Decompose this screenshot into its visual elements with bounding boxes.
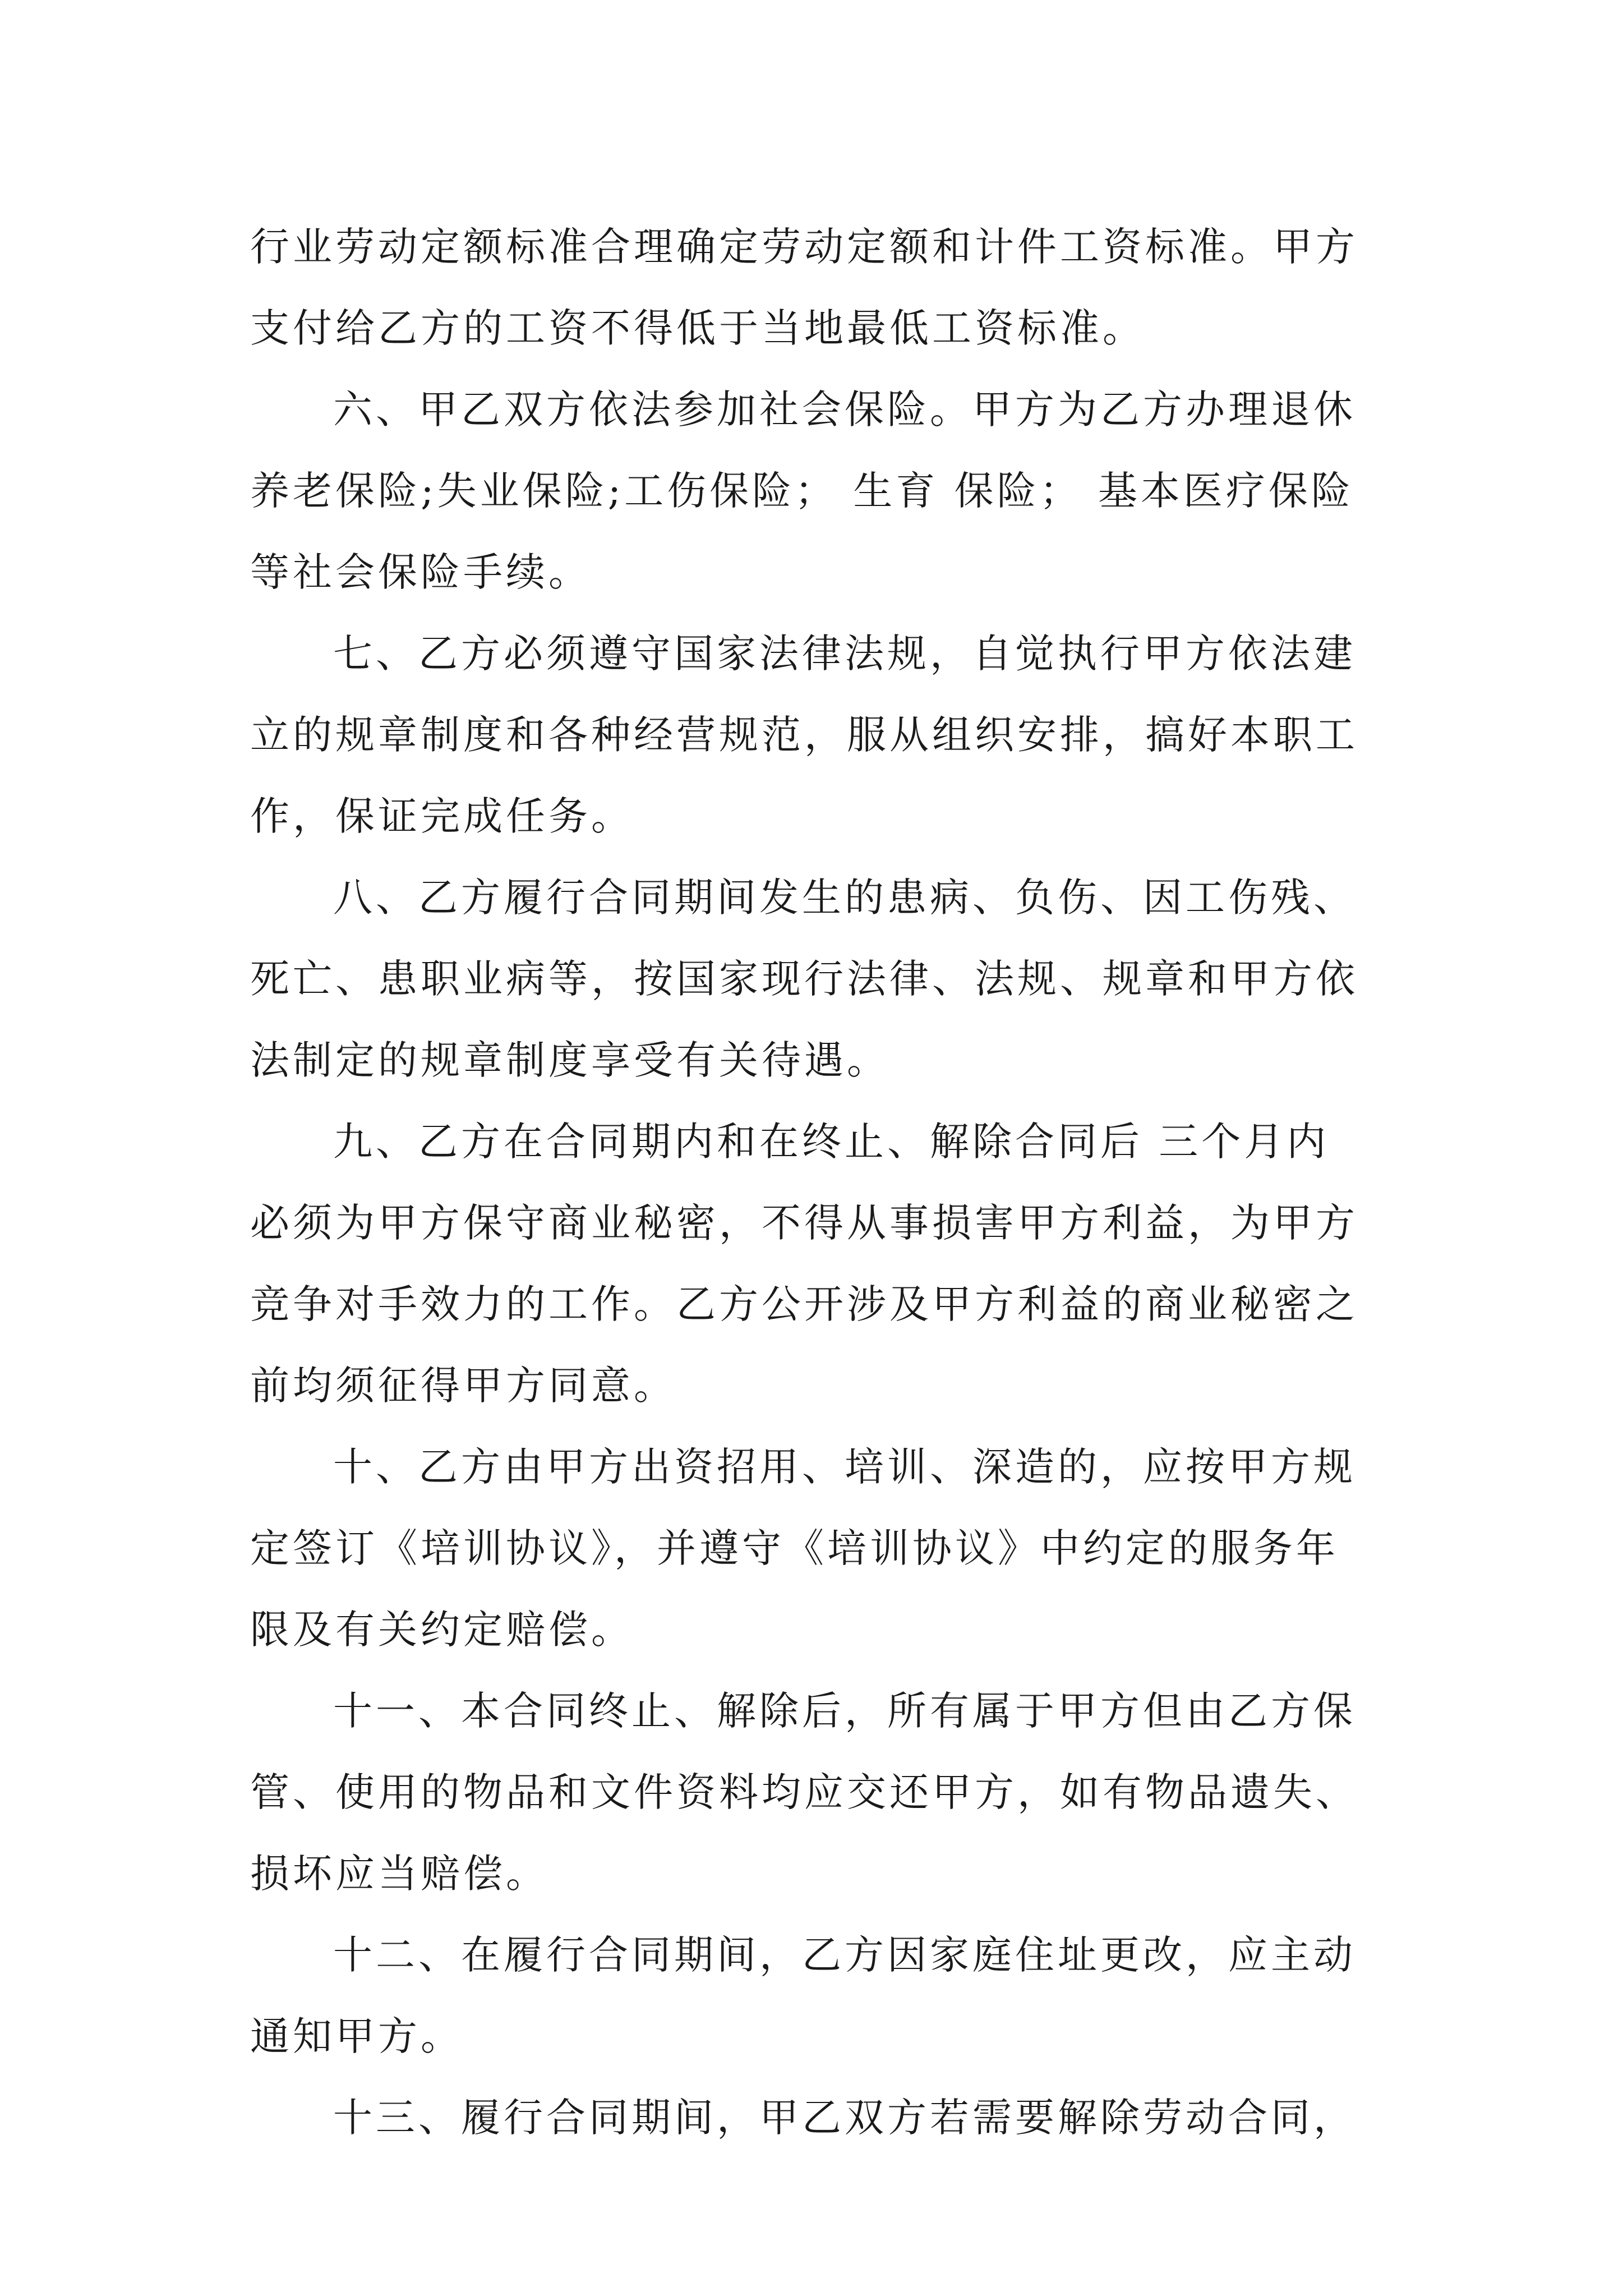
text-line: 死亡、患职业病等，按国家现行法律、法规、规章和甲方依: [250, 956, 1358, 1002]
text-line: 竞争对手效力的工作。乙方公开涉及甲方利益的商业秘密之: [250, 1281, 1358, 1327]
clause-9-start: 九、乙方在合同期内和在终止、解除合同后 三个月内: [333, 1119, 1330, 1165]
text-line: 等社会保险手续。: [250, 549, 591, 595]
contract-body-text: [250, 206, 1389, 2159]
clause-7-start: 七、乙方必须遵守国家法律法规，自觉执行甲方依法建: [333, 631, 1356, 677]
clause-13-start: 十三、履行合同期间，甲乙双方若需要解除劳动合同，: [333, 2095, 1356, 2141]
clause-10-start: 十、乙方由甲方出资招用、培训、深造的，应按甲方规: [333, 1444, 1356, 1490]
text-line: 管、使用的物品和文件资料均应交还甲方，如有物品遗失、: [250, 1769, 1358, 1815]
clause-11-start: 十一、本合同终止、解除后，所有属于甲方但由乙方保: [333, 1688, 1356, 1734]
clause-12-start: 十二、在履行合同期间，乙方因家庭住址更改，应主动: [333, 1932, 1356, 1978]
text-line: 必须为甲方保守商业秘密，不得从事损害甲方利益，为甲方: [250, 1200, 1358, 1246]
text-line: 限及有关约定赔偿。: [250, 1607, 634, 1653]
text-line: 前均须征得甲方同意。: [250, 1363, 676, 1409]
text-line: 法制定的规章制度享受有关待遇。: [250, 1037, 889, 1083]
text-line: 损坏应当赔偿。: [250, 1851, 548, 1897]
text-line: 作，保证完成任务。: [250, 793, 634, 839]
clause-8-start: 八、乙方履行合同期间发生的患病、负伤、因工伤残、: [333, 875, 1356, 921]
text-line: 支付给乙方的工资不得低于当地最低工资标准。: [250, 305, 1145, 351]
text-line: 养老保险;失业保险;工伤保险； 生育 保险； 基本医疗保险: [250, 468, 1354, 514]
text-line: 行业劳动定额标准合理确定劳动定额和计件工资标准。甲方: [250, 224, 1358, 270]
text-line: 通知甲方。: [250, 2013, 463, 2059]
text-line: 定签订《培训协议》，并遵守《培训协议》中约定的服务年: [250, 1525, 1339, 1571]
clause-6-start: 六、甲乙双方依法参加社会保险。甲方为乙方办理退休: [333, 386, 1356, 432]
text-line: 立的规章制度和各种经营规范，服从组织安排，搞好本职工: [250, 712, 1358, 758]
